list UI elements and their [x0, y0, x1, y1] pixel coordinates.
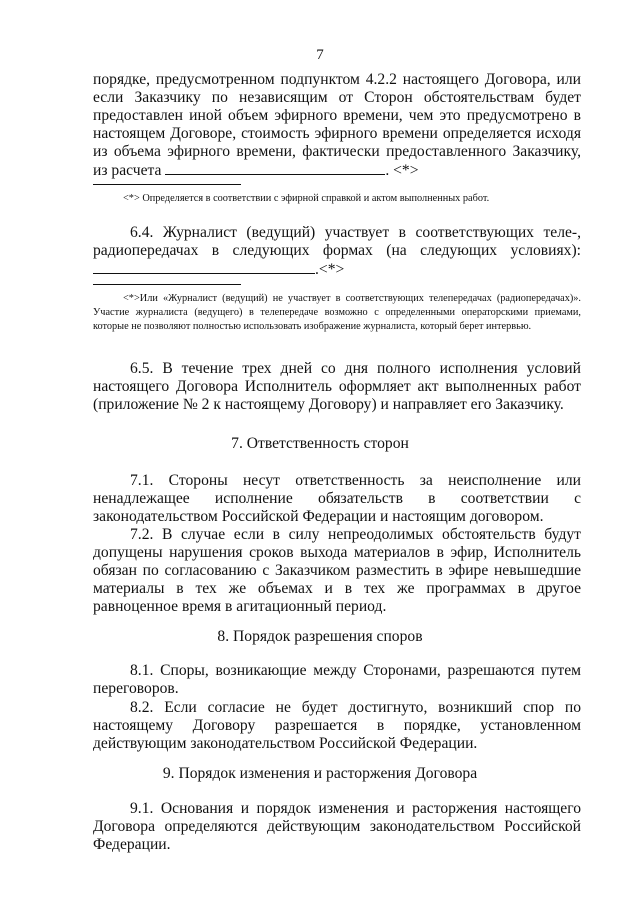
paragraph-8-1: 8.1. Споры, возникающие между Сторонами, разрешаются путем переговоров. [93, 662, 581, 697]
footnote-1: <*> Определяется в соответствии с эфирной справкой и актом выполненных работ. [123, 193, 490, 204]
section-heading-8: 8. Порядок разрешения споров [217, 628, 423, 645]
footnote-mark: .<*> [315, 261, 345, 278]
footnote-separator [93, 284, 241, 285]
paragraph-continuation [93, 71, 581, 180]
footnote-separator [93, 184, 241, 185]
section-heading-9: 9. Порядок изменения и расторжения Договора [162, 765, 478, 782]
page-number: 7 [316, 47, 324, 63]
paragraph-text: 6.4. Журналист (ведущий) участвует в соответствующих теле-, радиопередачах в следующих формах (на следующих условиях): [93, 224, 581, 259]
paragraph-7-2: 7.2. В случае если в силу непреодолимых обстоятельств будут допущены нарушения сроков выхода материалов в эфир, Исполнитель обязан по согласованию с Заказчиком разместить в эфире невышедшие материалы в тех же объемах и в тех же программах в другое равноценное время в агитационный период. [93, 526, 581, 615]
paragraph-9-1: 9.1. Основания и порядок изменения и расторжения настоящего Договора определяются действующим законодательством Российской Федерации. [93, 800, 581, 853]
paragraph-7-1: 7.1. Стороны несут ответственность за неисполнение или ненадлежащее исполнение обязательств в соответствии с законодательством Российской Федерации и настоящим договором. [93, 472, 581, 525]
section-heading-7: 7. Ответственность сторон [231, 435, 409, 452]
footnote-2: <*>Или «Журналист (ведущий) не участвует в соответствующих телепередачах (радиопередачах)». Участие журналиста (ведущего) в телепередаче возможно с определенными операторскими приемами, которые не позволяют полностью использовать изображение журналиста, который берет интервью. [93, 293, 581, 332]
paragraph-text: порядке, предусмотренном подпунктом 4.2.2 настоящего Договора, или если Заказчику по независящим от Сторон обстоятельствам будет предоставлен иной объем эфирного времени, чем это предусмотрено в настоящем Договоре, стоимость эфирного времени определяется исходя из объема эфирного времени, фактически предоставленного Заказчику, из расчета [93, 71, 581, 179]
footnote-mark: . <*> [385, 162, 419, 179]
paragraph-6-4 [93, 224, 581, 279]
paragraph-6-5: 6.5. В течение трех дней со дня полного исполнения условий настоящего Договора Исполнитель оформляет акт выполненных работ (приложение № 2 к настоящему Договору) и направляет его Заказчику. [93, 360, 581, 413]
fill-in-blank [165, 161, 385, 175]
fill-in-blank [93, 260, 315, 274]
paragraph-8-2: 8.2. Если согласие не будет достигнуто, возникший спор по настоящему Договору разрешается в порядке, установленном действующим законодательством Российской Федерации. [93, 699, 581, 752]
